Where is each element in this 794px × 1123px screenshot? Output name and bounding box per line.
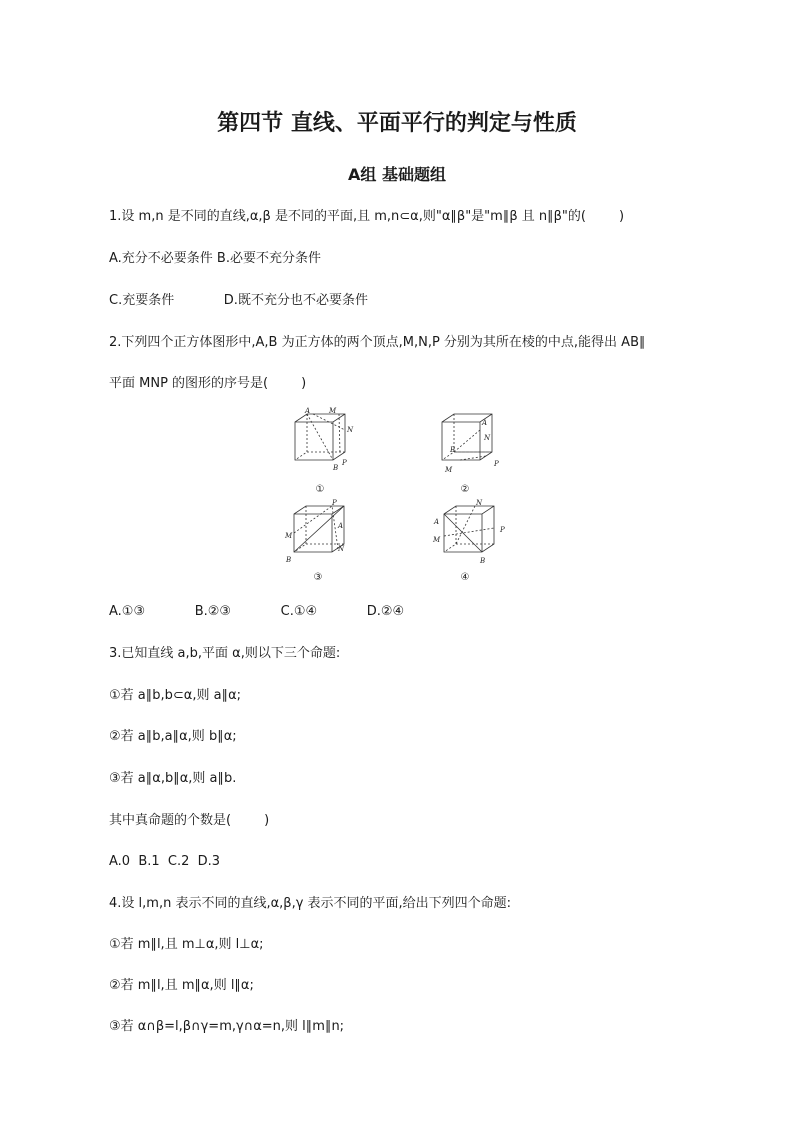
fig3-point-label: P — [332, 499, 337, 507]
fig4-point-label: M — [433, 536, 441, 544]
q4-proposition-3: ③若 α∩β=l,β∩γ=m,γ∩α=n,则 l∥m∥n; — [109, 1019, 345, 1034]
cube-figure-1 — [285, 407, 355, 495]
fig4-point-label: A — [434, 518, 440, 526]
q1-options-ab: A.充分不必要条件 B.必要不充分条件 — [109, 251, 321, 266]
fig1-point-label: N — [347, 426, 354, 434]
fig3-point-label: B — [286, 556, 292, 564]
q3-ask: 其中真命题的个数是( ) — [109, 813, 270, 828]
fig1-label: ① — [315, 484, 325, 495]
q3-options: A.0 B.1 C.2 D.3 — [109, 854, 221, 869]
fig1-point-label: P — [342, 459, 347, 467]
q3-stem: 3.已知直线 a,b,平面 α,则以下三个命题: — [109, 646, 341, 661]
q4-proposition-2: ②若 m∥l,且 m∥α,则 l∥α; — [109, 978, 254, 993]
fig3-point-label: N — [338, 545, 345, 553]
fig1-point-label: M — [329, 407, 337, 415]
fig3-point-label: M — [285, 532, 293, 540]
fig2-point-label: B — [450, 446, 456, 454]
q1-stem: 1.设 m,n 是不同的直线,α,β 是不同的平面,且 m,n⊂α,则"α∥β"是"m∥β 且 n∥β"的( ) — [109, 209, 625, 224]
fig2-point-label: A — [482, 419, 488, 427]
q4-stem: 4.设 l,m,n 表示不同的直线,α,β,γ 表示不同的平面,给出下列四个命题: — [109, 896, 512, 911]
cube-figure-2 — [440, 408, 510, 495]
page-title: 第四节 直线、平面平行的判定与性质 — [217, 111, 577, 136]
q2-options: A.①③ B.②③ C.①④ D.②④ — [109, 604, 405, 619]
cube-diagram-3 — [285, 499, 358, 570]
fig4-label: ④ — [460, 572, 470, 583]
cube-diagram-1 — [285, 408, 355, 478]
group-title: A组 基础题组 — [348, 165, 446, 184]
q3-proposition-2: ②若 a∥b,a∥α,则 b∥α; — [109, 729, 237, 744]
cube-figure-3 — [285, 499, 358, 583]
q1-options-cd: C.充要条件 D.既不充分也不必要条件 — [109, 293, 368, 308]
fig3-label: ③ — [313, 572, 323, 583]
q3-proposition-1: ①若 a∥b,b⊂α,则 a∥α; — [109, 688, 242, 703]
fig2-label: ② — [460, 484, 470, 495]
fig2-point-label: P — [494, 460, 499, 468]
q3-proposition-3: ③若 a∥α,b∥α,则 a∥b. — [109, 771, 237, 786]
q2-stem-line1: 2.下列四个正方体图形中,A,B 为正方体的两个顶点,M,N,P 分别为其所在棱的中点,能得出 AB∥ — [109, 335, 646, 350]
fig2-point-label: N — [484, 434, 491, 442]
fig4-point-label: B — [480, 557, 486, 565]
fig2-point-label: M — [445, 466, 453, 474]
fig4-point-label: N — [476, 499, 483, 507]
fig4-point-label: P — [500, 526, 505, 534]
fig1-point-label: B — [333, 464, 339, 472]
q4-proposition-1: ①若 m∥l,且 m⊥α,则 l⊥α; — [109, 937, 264, 952]
cube-diagram-4 — [433, 499, 508, 570]
fig3-point-label: A — [338, 522, 344, 530]
cube-diagram-2 — [440, 408, 510, 478]
fig1-point-label: A — [305, 407, 311, 415]
q2-stem-line2: 平面 MNP 的图形的序号是( ) — [109, 376, 307, 391]
cube-figure-4 — [433, 499, 508, 583]
